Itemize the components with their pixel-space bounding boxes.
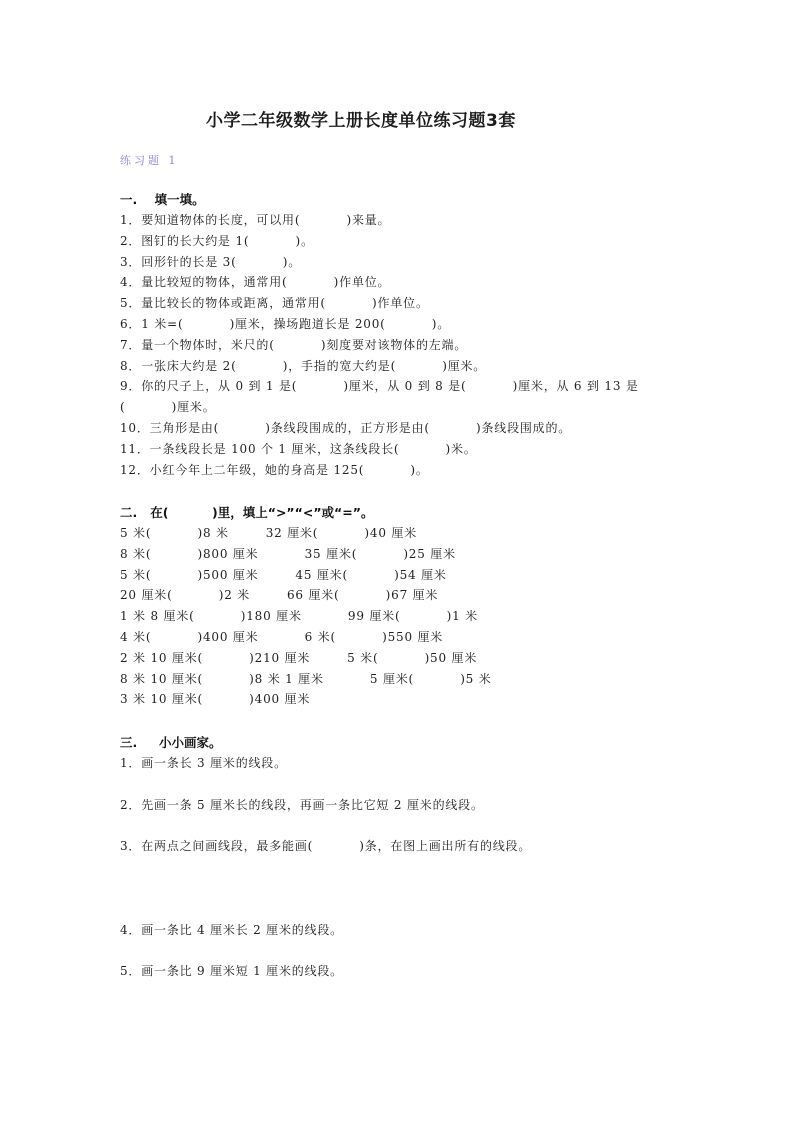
compare-row: 4 米( )400 厘米 6 米( )550 厘米: [120, 629, 444, 644]
compare-row: 8 米 10 厘米( )8 米 1 厘米 5 厘米( )5 米: [120, 671, 492, 686]
draw-task-3: 3．在两点之间画线段，最多能画( )条，在图上画出所有的线段。: [120, 839, 532, 853]
question-5: 5．量比较长的物体或距离，通常用( )作单位。: [120, 296, 429, 311]
compare-row: 5 米( )8 米 32 厘米( )40 厘米: [120, 526, 417, 540]
page-title: 小学二年级数学上册长度单位练习题3套: [206, 111, 516, 131]
draw-task-2: 2．先画一条 5 厘米长的线段，再画一条比它短 2 厘米的线段。: [120, 798, 484, 812]
question-7: 7．量一个物体时，米尺的( )刻度要对该物体的左端。: [120, 337, 468, 352]
question-2: 2．图钉的长大约是 1( )。: [120, 233, 314, 248]
section1-heading: 一. 填一填。: [120, 192, 205, 207]
question-12: 12．小红今年上二年级，她的身高是 125( )。: [120, 462, 429, 477]
draw-task-5: 5．画一条比 9 厘米短 1 厘米的线段。: [120, 964, 343, 978]
question-10: 10．三角形是由( )条线段围成的，正方形是由( )条线段围成的。: [120, 420, 572, 435]
exercise-subtitle: 练习题 1: [120, 154, 179, 167]
draw-task-1: 1．画一条长 3 厘米的线段。: [120, 756, 287, 770]
section-compare: [120, 502, 700, 710]
section2-heading: 二. 在( )里，填上“>”“<”或“=”。: [120, 505, 374, 520]
section-fill-in: [120, 189, 700, 480]
compare-row: 8 米( )800 厘米 35 厘米( )25 厘米: [120, 546, 456, 561]
question-3: 3．回形针的长是 3( )。: [120, 254, 301, 269]
question-4: 4．量比较短的物体，通常用( )作单位。: [120, 275, 391, 290]
question-1: 1．要知道物体的长度，可以用( )来量。: [120, 213, 391, 227]
compare-row: 1 米 8 厘米( )180 厘米 99 厘米( )1 米: [120, 609, 478, 624]
compare-row: 2 米 10 厘米( )210 厘米 5 米( )50 厘米: [120, 650, 478, 665]
question-11: 11．一条线段长是 100 个 1 厘米，这条线段长( )米。: [120, 441, 477, 456]
draw-task-4: 4．画一条比 4 厘米长 2 厘米的线段。: [120, 923, 343, 937]
compare-row: 3 米 10 厘米( )400 厘米: [120, 692, 311, 707]
question-6: 6．1 米=( )厘米，操场跑道长是 200( )。: [120, 316, 451, 331]
compare-row: 20 厘米( )2 米 66 厘米( )67 厘米: [120, 588, 439, 603]
section3-heading: 三. 小小画家。: [120, 735, 222, 750]
compare-row: 5 米( )500 厘米 45 厘米( )54 厘米: [120, 567, 447, 582]
question-9-continued: ( )厘米。: [120, 400, 216, 415]
question-9: 9．你的尺子上，从 0 到 1 是( )厘米，从 0 到 8 是( )厘米，从 6 到 13 是: [120, 379, 639, 394]
question-8: 8．一张床大约是 2( )，手指的宽大约是( )厘米。: [120, 358, 487, 373]
